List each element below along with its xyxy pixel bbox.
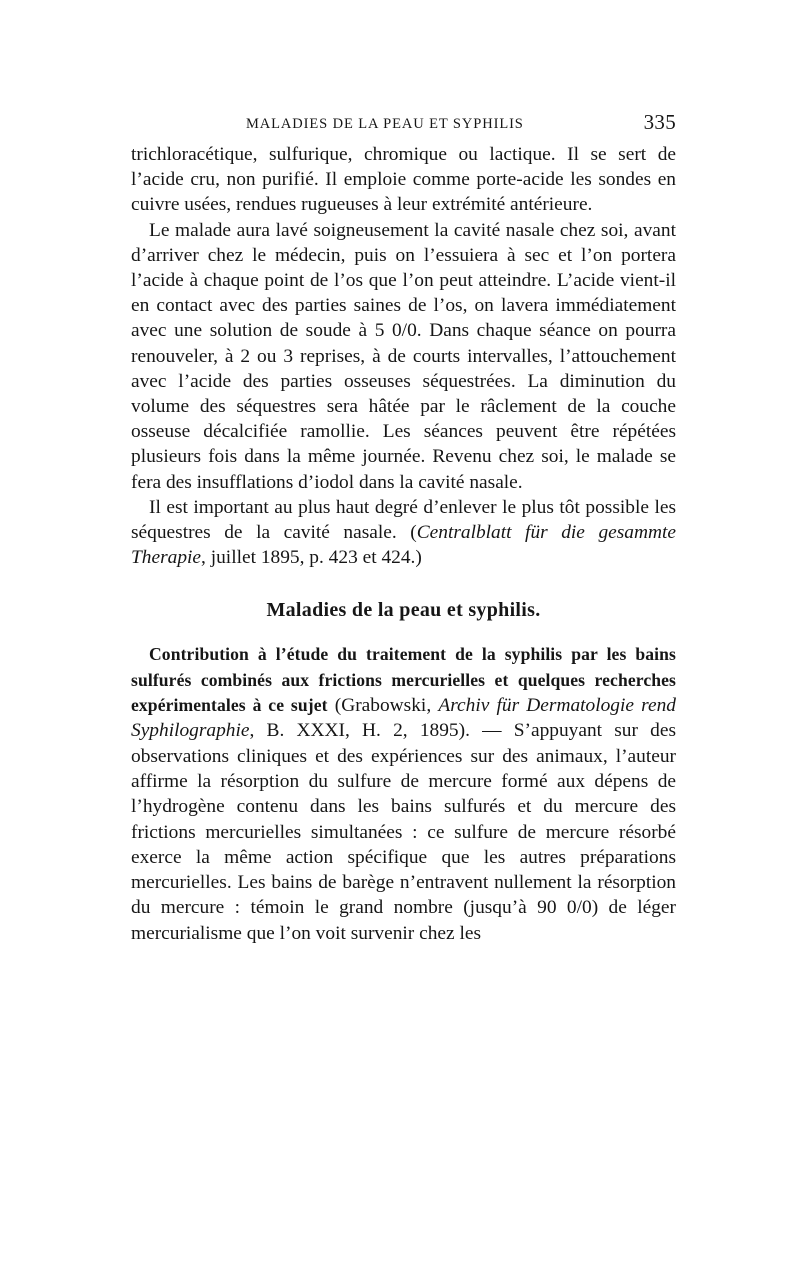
abstract-entry xyxy=(131,642,676,946)
running-header xyxy=(131,108,676,142)
abstract-journal: Archiv für Dermatologie rend Syphilographie xyxy=(131,695,676,742)
main-text xyxy=(131,142,676,570)
running-title: MALADIES DE LA PEAU ET SYPHILIS xyxy=(246,116,524,132)
abstract-author: (Grabowski, xyxy=(327,695,439,717)
abstract-paragraph xyxy=(131,642,676,946)
page-number: 335 xyxy=(643,110,676,134)
citation-details: , juillet 1895, p. 423 et 424.) xyxy=(201,547,422,569)
paragraph-procedure: Le malade aura lavé soigneusement la cavité nasale chez soi, avant d’arriver chez le médecin, puis on l’essuiera à sec et l’on portera l’acide à chaque point de l’os que l’on peut atteindre. L’acide vient-il en contact avec des parties saines de l’os, on lavera immédiatement avec une solution de soude à 5 0/0. Dans chaque séance on pourra renouveler, à 2 ou 3 reprises, à de courts intervalles, l’attouchement avec l’acide des parties osseuses séquestrées. La diminution du volume des séquestres sera hâtée par le râclement de la couche osseuse décalcifiée ramollie. Les séances peuvent être répétées plusieurs fois dans la même journée. Revenu chez soi, le malade se fera des insufflations d’iodol dans la cavité nasale. xyxy=(131,219,676,493)
abstract-body: , B. XXXI, H. 2, 1895). — S’appuyant sur des observations cliniques et des expériences sur des animaux, l’auteur affirme la résorption du sulfure de mercure formé aux dépens de l’hydrogène contenu dans les bains sulfurés et du mercure des frictions mercurielles simultanées : ce sulfure de mercure résorbé exerce la même action spécifique que les autres préparations mercurielles. Les bains de barège n’entravent nullement la résorption du mercure : témoin le grand nombre (jusqu’à 90 0/0) de léger mercurialisme que l’on voit survenir chez les xyxy=(131,720,676,944)
paragraph-conclusion xyxy=(131,495,676,571)
book-page xyxy=(131,108,676,946)
abstract-title: Contribution à l’étude du traitement de la syphilis par les bains sulfurés combinés aux frictions mercurielles et quelques recherches expérimentales à ce sujet xyxy=(131,644,676,716)
paragraph-conclusion-text: Il est important au plus haut degré d’enlever le plus tôt possible les séquestres de la cavité nasale. ( xyxy=(131,496,676,544)
section-heading: Maladies de la peau et syphilis. xyxy=(266,599,541,622)
paragraph-continuation: trichloracétique, sulfurique, chromique ou lactique. Il se sert de l’acide cru, non purifié. Il emploie comme porte-acide les sondes en cuivre usées, rendues rugueuses à leur extrémité antérieure. xyxy=(131,144,676,216)
journal-citation: Centralblatt für die gesammte Therapie xyxy=(131,522,676,569)
